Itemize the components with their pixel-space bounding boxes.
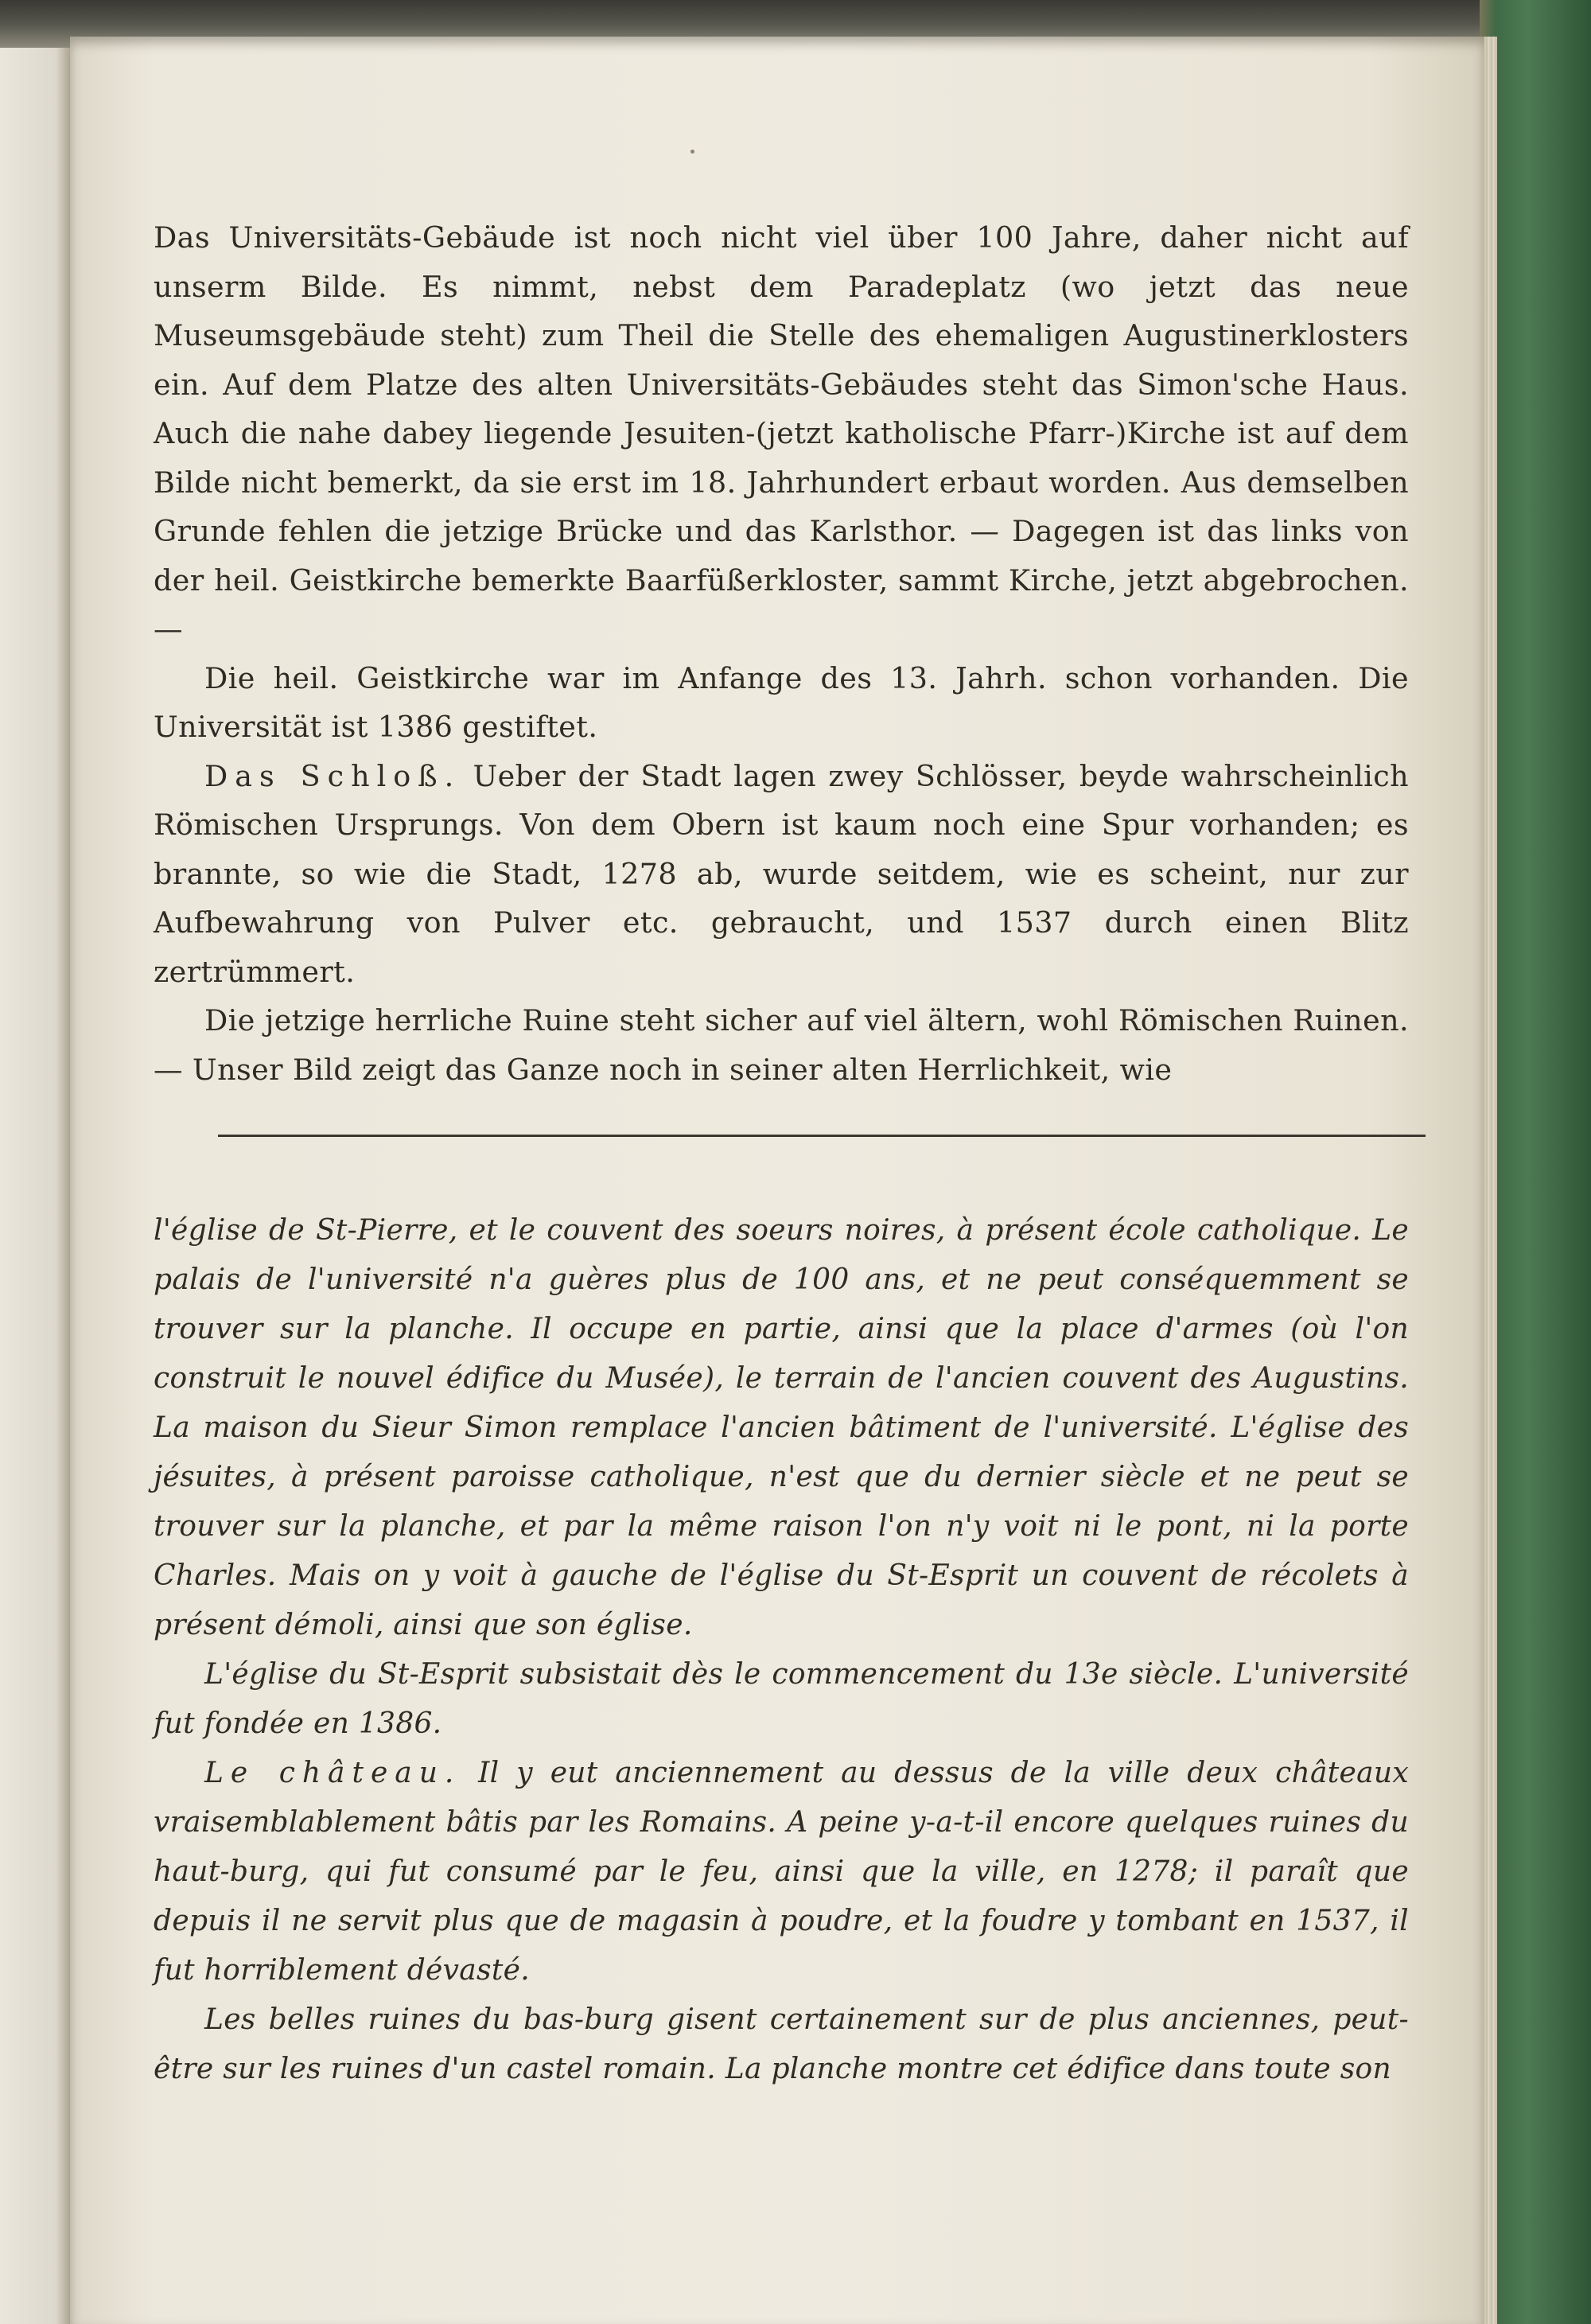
german-paragraph-3-body: Ueber der Stadt lagen zwey Schlösser, beyde wahrscheinlich Römischen Ursprungs. Von dem Obern ist kaum noch eine Spur vorhanden; es brannte, so wie die Stadt, 1278 ab, wurde seitdem, wie es scheint, nur zur Aufbewahrung von Pulver etc. gebraucht, und 1537 durch einen Blitz zertrümmert. — [154, 758, 1409, 989]
french-paragraph-1: l'église de St-Pierre, et le couvent des soeurs noires, à présent école catholique. Le palais de l'université n'a guères plus de 100 ans, et ne peut conséquemment se trouver sur la planche. Il occupe en partie, ainsi que la place d'armes (où l'on construit le nouvel édifice du Musée), le terrain de l'ancien couvent des Augustins. La maison du Sieur Simon remplace l'ancien bâtiment de l'université. L'église des jésuites, à présent paroisse catholique, n'est que du dernier siècle et ne peut se trouver sur la planche, et par la même raison l'on n'y voit ni le pont, ni la porte Charles. Mais on y voit à gauche de l'église du St-Esprit un couvent de récolets à présent démoli, ainsi que son église. — [154, 1214, 1409, 1641]
paper-speck — [690, 150, 694, 154]
french-paragraph-2: L'église du St-Esprit subsistait dès le commencement du 13e siècle. L'université fut fondée en 1386. — [154, 1658, 1409, 1740]
french-paragraph-4: Les belles ruines du bas-burg gisent certainement sur de plus anciennes, peut-être sur les ruines d'un castel romain. La planche montre cet édifice dans toute son — [154, 2003, 1409, 2085]
previous-page-edge — [0, 32, 76, 2324]
german-paragraph-2: Die heil. Geistkirche war im Anfange des 13. Jahrh. schon vorhanden. Die Universität ist 1386 gestiftet. — [154, 660, 1409, 744]
section-divider — [218, 1135, 1426, 1137]
french-paragraph-3-body: Il y eut anciennement au dessus de la ville deux châteaux vraisemblablement bâtis par les Romains. A peine y-a-t-il encore quelques ruines du haut-burg, qui fut consumé par le feu, ainsi que la ville, en 1278; il paraît que depuis il ne servit plus que de magasin à poudre, et la foudre y tombant en 1537, il fut horriblement dévasté. — [154, 1757, 1409, 1987]
german-paragraph-4: Die jetzige herrliche Ruine steht sicher auf viel ältern, wohl Römischen Ruinen. — Unser Bild zeigt das Ganze noch in seiner alten Herrlichkeit, wie — [154, 1003, 1409, 1087]
french-section-heading: Le château. — [204, 1757, 461, 1789]
german-paragraph-3 — [154, 752, 1409, 997]
book-page — [70, 37, 1484, 2324]
german-text — [154, 213, 1409, 1094]
french-paragraph-3 — [154, 1749, 1409, 1995]
german-paragraph-1: Das Universitäts-Gebäude ist noch nicht viel über 100 Jahre, daher nicht auf unserm Bilde. Es nimmt, nebst dem Paradeplatz (wo jetzt das neue Museumsgebäude steht) zum Theil die Stelle des ehemaligen Augustinerklosters ein. Auf dem Platze des alten Universitäts-Gebäudes steht das Simon'sche Haus. Auch die nahe dabey liegende Jesuiten-(jetzt katholische Pfarr-)Kirche ist auf dem Bilde nicht bemerkt, da sie erst im 18. Jahrhundert erbaut worden. Aus demselben Grunde fehlen die jetzige Brücke und das Karlsthor. — Dagegen ist das links von der heil. Geistkirche bemerkte Baarfüßerkloster, sammt Kirche, jetzt abgebrochen. — — [154, 220, 1409, 646]
german-section-heading: Das Schloß. — [204, 758, 461, 793]
french-text — [154, 1206, 1409, 2094]
